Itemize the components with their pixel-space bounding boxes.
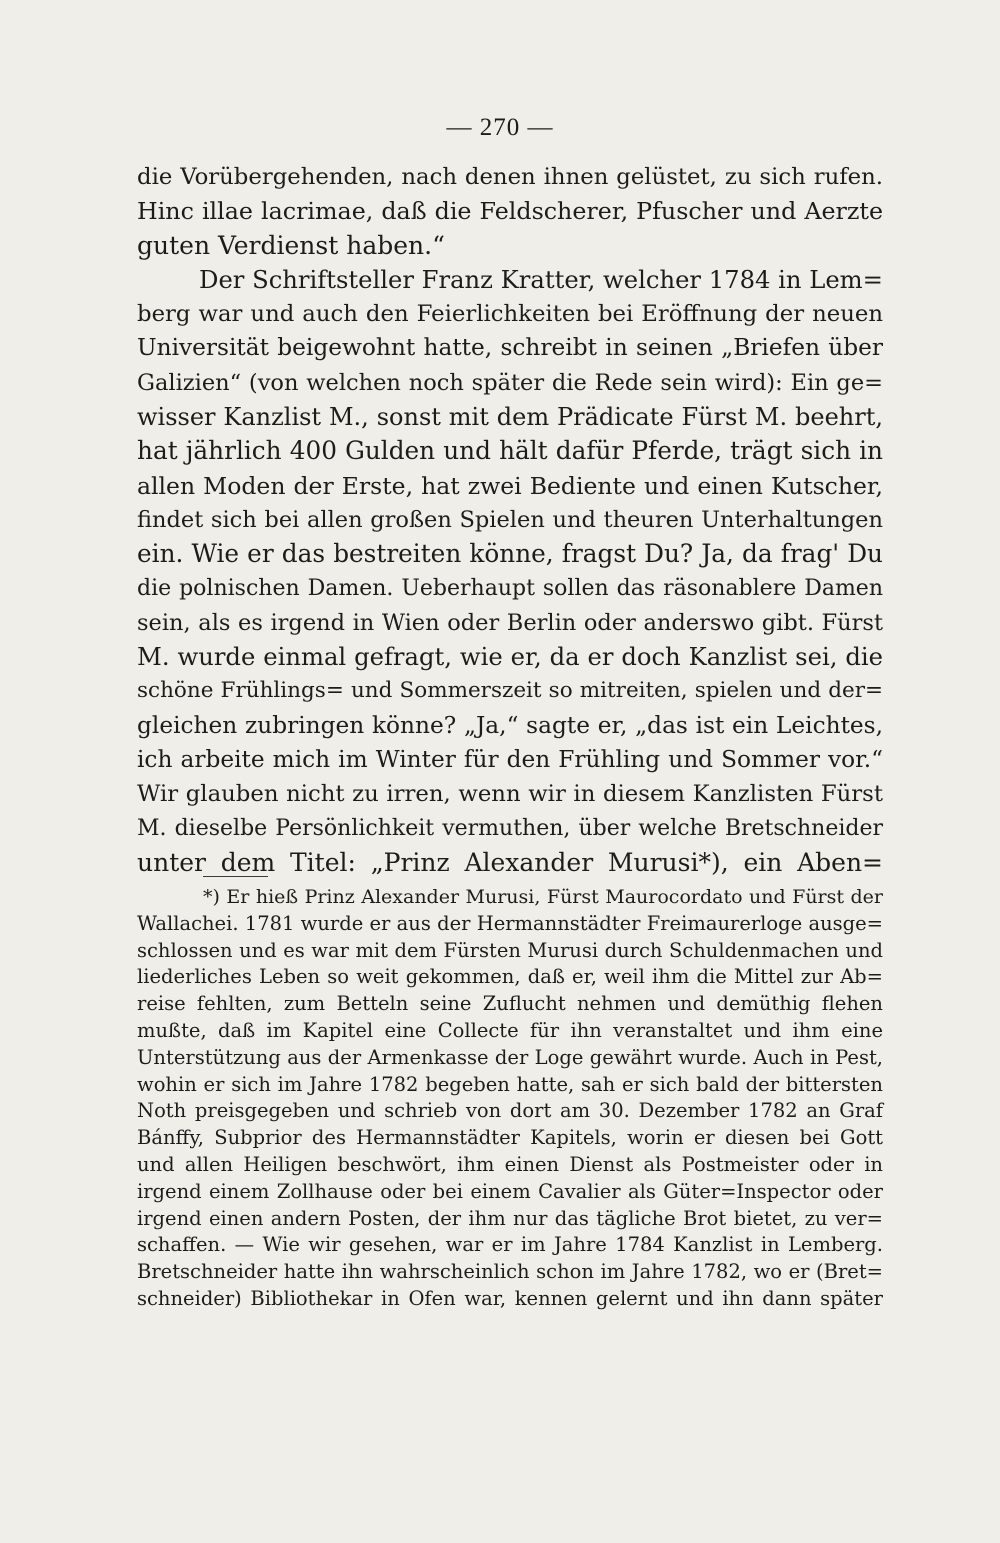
- footnote-line: reise fehlten, zum Betteln seine Zuflucht nehmen und demüthig flehen: [137, 992, 883, 1016]
- body-line: Hinc illae lacrimae, daß die Feldscherer, Pfuscher und Aerzte: [137, 197, 883, 226]
- footnote-line: Wallachei. 1781 wurde er aus der Hermannstädter Freimaurerloge ausge=: [137, 911, 883, 935]
- footnote-line: Unterstützung aus der Armenkasse der Loge gewährt wurde. Auch in Pest,: [137, 1045, 883, 1069]
- footnote-line: schaffen. — Wie wir gesehen, war er im Jahre 1784 Kanzlist in Lemberg.: [137, 1233, 883, 1257]
- body-line: allen Moden der Erste, hat zwei Bediente und einen Kutscher,: [137, 471, 883, 500]
- footnote-line: *) Er hieß Prinz Alexander Murusi, Fürst Maurocordato und Fürst der: [203, 886, 883, 908]
- footnote-line: und allen Heiligen beschwört, ihm einen Dienst als Postmeister oder in: [137, 1152, 883, 1176]
- footnote-divider: [203, 876, 268, 877]
- footnote-line: Noth preisgegeben und schrieb von dort am 30. Dezember 1782 an Graf: [137, 1099, 883, 1123]
- footnote-line: Bretschneider hatte ihn wahrscheinlich schon im Jahre 1782, wo er (Bret=: [137, 1260, 883, 1284]
- footnote-line: irgend einen andern Posten, der ihm nur das tägliche Brot bietet, zu ver=: [137, 1206, 883, 1230]
- body-line: M. wurde einmal gefragt, wie er, da er doch Kanzlist sei, die: [137, 642, 883, 672]
- body-line: Wir glauben nicht zu irren, wenn wir in diesem Kanzlisten Fürst: [137, 781, 883, 808]
- footnote: [137, 884, 883, 1313]
- footnote-line: schneider) Bibliothekar in Ofen war, kennen gelernt und ihn dann später: [137, 1286, 883, 1310]
- body-line: die polnischen Damen. Ueberhaupt sollen das räsonablere Damen: [137, 575, 883, 601]
- body-line: hat jährlich 400 Gulden und hält dafür Pferde, trägt sich in: [137, 436, 883, 466]
- body-line: Universität beigewohnt hatte, schreibt in seinen „Briefen über: [137, 334, 883, 362]
- footnote-line: wohin er sich im Jahre 1782 begeben hatte, sah er sich bald der bittersten: [137, 1072, 883, 1096]
- footnote-line: mußte, daß im Kapitel eine Collecte für ihn veranstaltet und ihm eine: [137, 1018, 883, 1042]
- body-line: ein. Wie er das bestreiten könne, fragst Du? Ja, da frag' Du: [137, 539, 883, 569]
- body-line: sein, als es irgend in Wien oder Berlin oder anderswo gibt. Fürst: [137, 609, 883, 636]
- body-line: unter dem Titel: „Prinz Alexander Murusi*), ein Aben=: [137, 847, 883, 877]
- body-line: gleichen zubringen könne? „Ja,“ sagte er, „das ist ein Leichtes,: [137, 711, 883, 739]
- body-line: findet sich bei allen großen Spielen und theuren Unterhaltungen: [137, 506, 883, 533]
- footnote-line: Bánffy, Subprior des Hermannstädter Kapitels, worin er diesen bei Gott: [137, 1126, 883, 1150]
- body-line: die Vorübergehenden, nach denen ihnen gelüstet, zu sich rufen.: [137, 164, 883, 190]
- footnote-line: schlossen und es war mit dem Fürsten Murusi durch Schuldenmachen und: [137, 938, 883, 962]
- body-line: wisser Kanzlist M., sonst mit dem Prädicate Fürst M. beehrt,: [137, 403, 883, 432]
- page-number: — 270 —: [446, 114, 554, 141]
- body-line: Der Schriftsteller Franz Kratter, welcher 1784 in Lem=: [199, 264, 883, 294]
- body-line: berg war und auch den Feierlichkeiten bei Eröffnung der neuen: [137, 301, 883, 328]
- body-line: ich arbeite mich im Winter für den Frühling und Sommer vor.“: [137, 746, 883, 774]
- body-line: Galizien“ (von welchen noch später die Rede sein wird): Ein ge=: [137, 369, 883, 396]
- body-line: guten Verdienst haben.“: [137, 230, 445, 260]
- body-line: M. dieselbe Persönlichkeit vermuthen, über welche Bretschneider: [137, 815, 883, 841]
- footnote-line: irgend einem Zollhause oder bei einem Cavalier als Güter=Inspector oder: [137, 1179, 883, 1203]
- body-line: schöne Frühlings= und Sommerszeit so mitreiten, spielen und der=: [137, 678, 883, 704]
- body-text: [137, 160, 883, 880]
- footnote-line: liederliches Leben so weit gekommen, daß er, weil ihm die Mittel zur Ab=: [137, 965, 883, 989]
